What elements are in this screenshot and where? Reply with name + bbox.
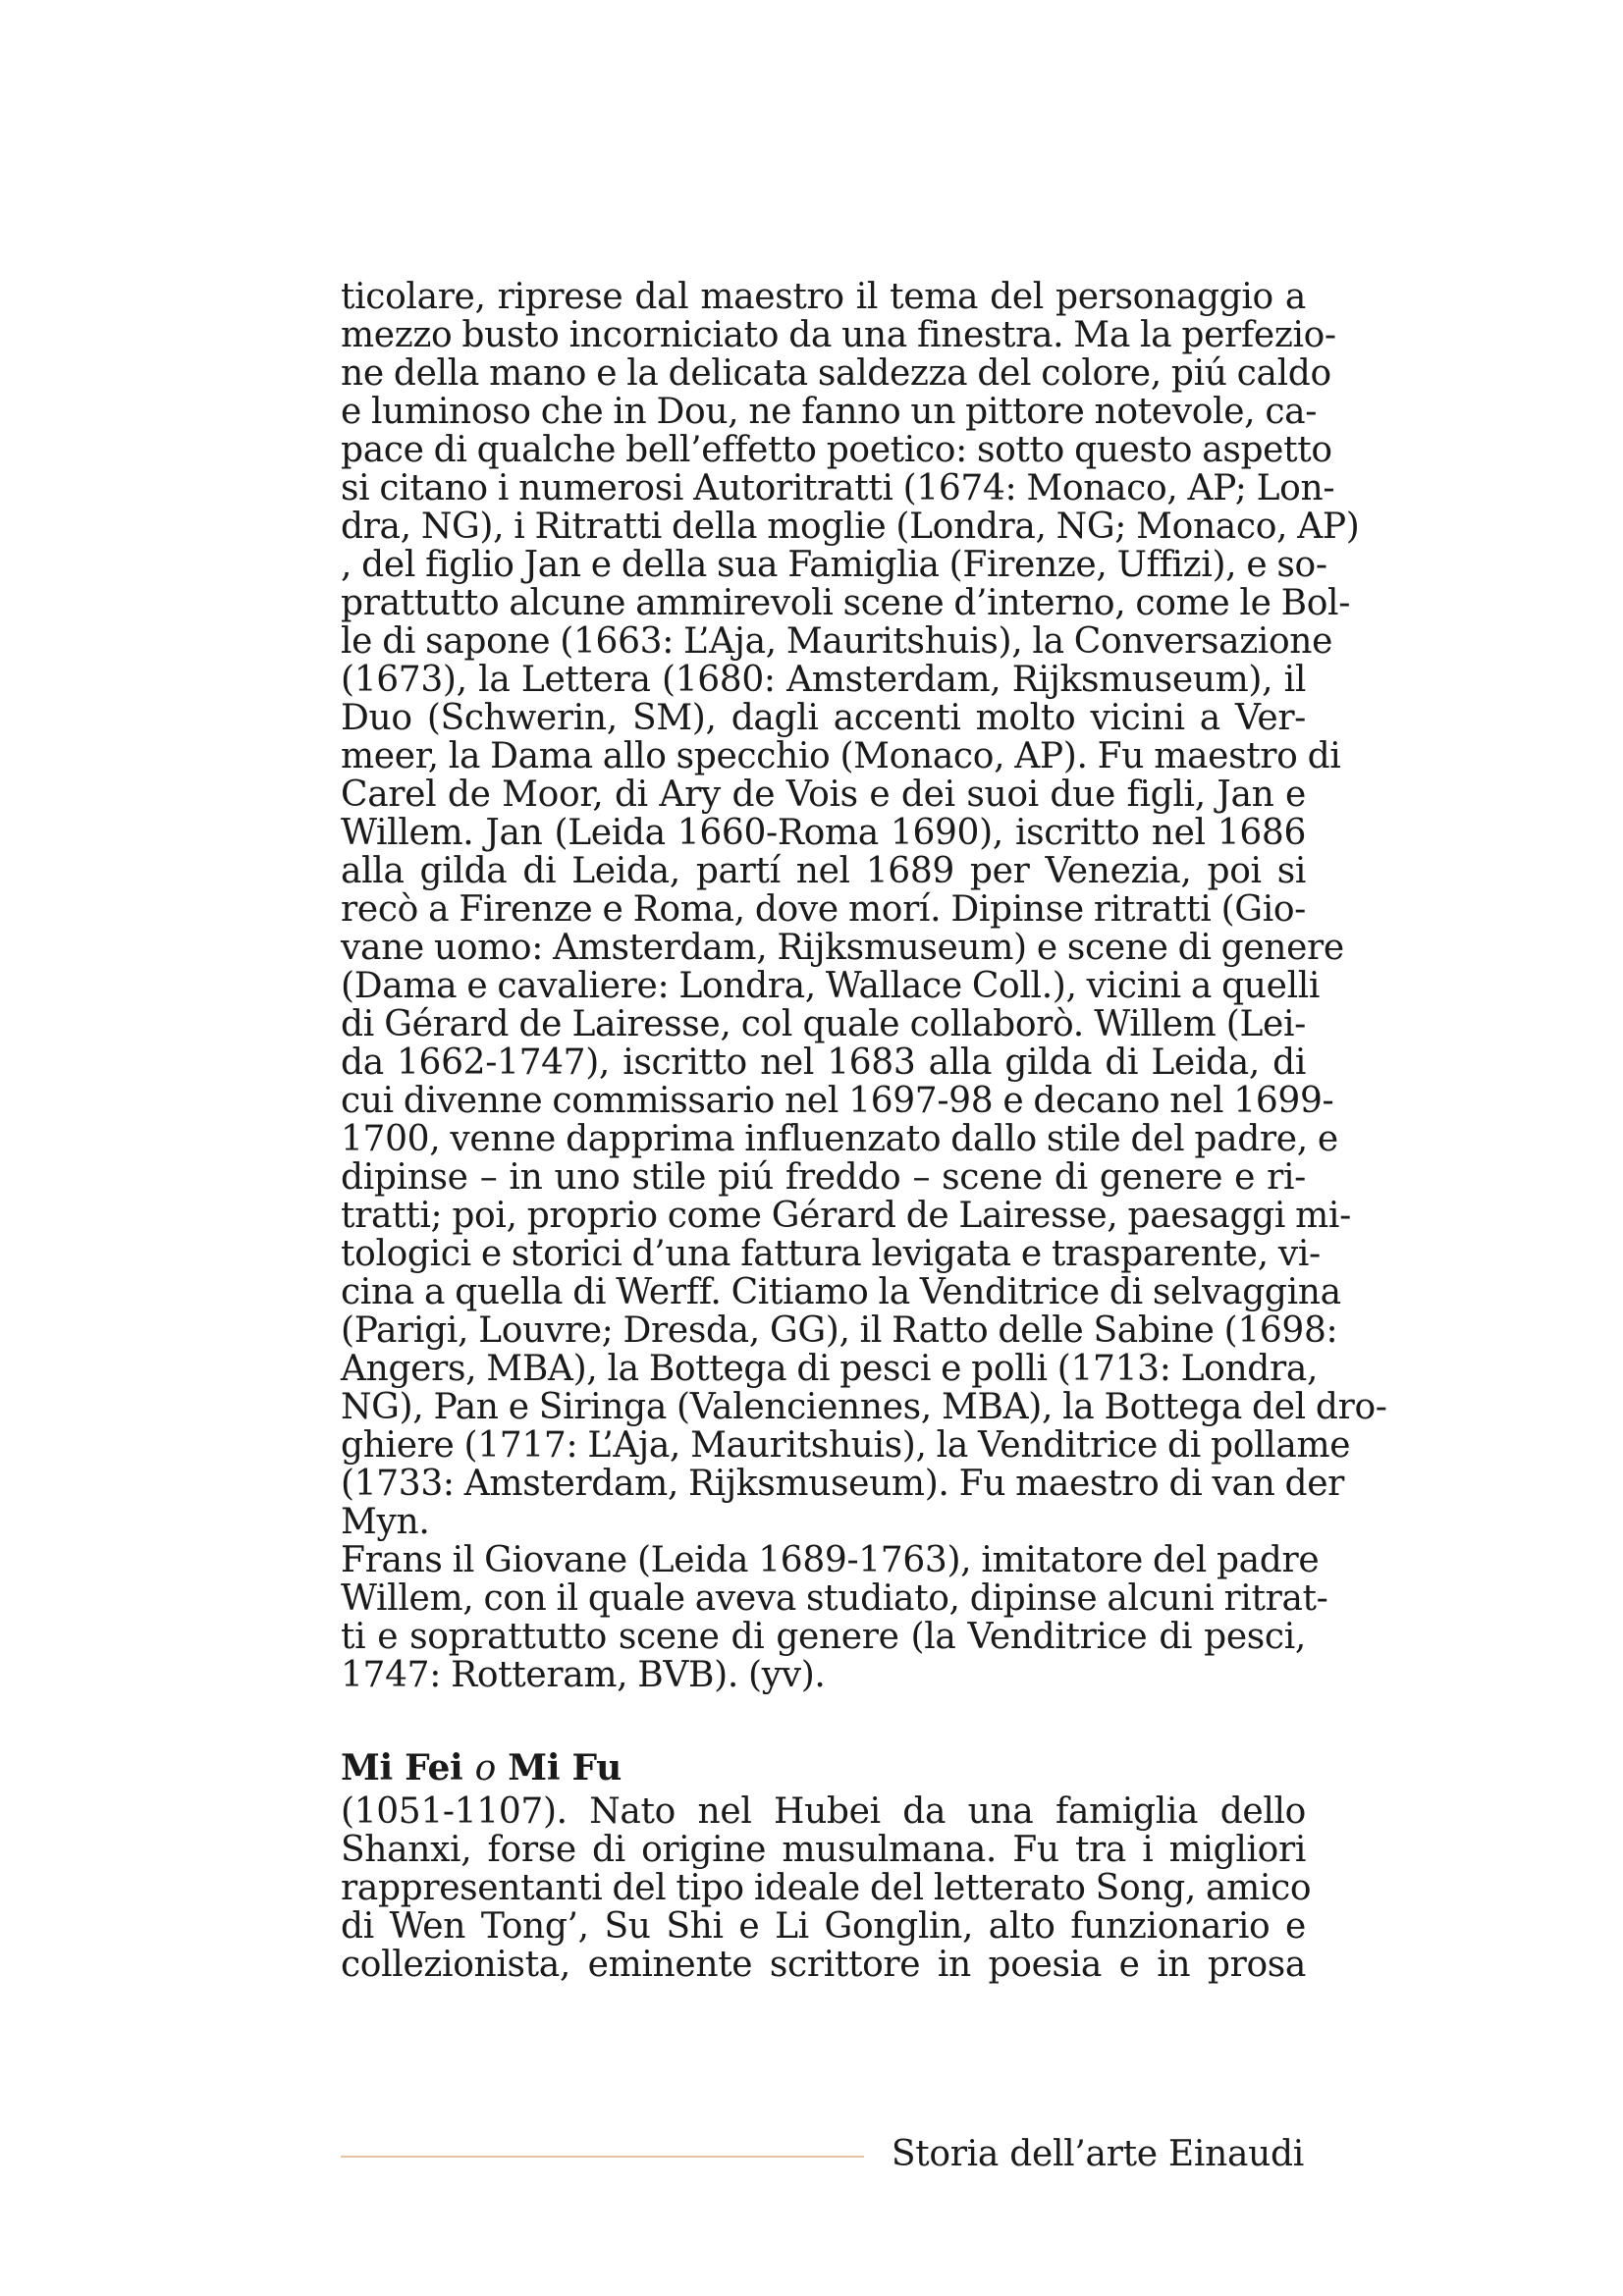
text-line: dipinse – in uno stile piú freddo – scene di genere e ri- xyxy=(341,1157,1306,1198)
text-line: si citano i numerosi Autoritratti (1674: Monaco, AP; Lon- xyxy=(341,468,1335,508)
page-body xyxy=(341,277,1387,1985)
article-continuation xyxy=(341,277,1387,1695)
text-line: collezionista, eminente scrittore in poesia e in prosa xyxy=(341,1945,1306,1985)
text-line: cui divenne commissario nel 1697-98 e decano nel 1699- xyxy=(341,1081,1334,1121)
text-line: le di sapone (1663: L’Aja, Mauritshuis), la Conversazione xyxy=(341,621,1333,662)
text-line: dra, NG), i Ritratti della moglie (Londra, NG; Monaco, AP) xyxy=(341,507,1360,547)
text-line: mezzo busto incorniciato da una finestra. Ma la perfezio- xyxy=(341,315,1336,355)
text-line: e luminoso che in Dou, ne fanno un pittore notevole, ca- xyxy=(341,392,1318,432)
text-line: ti e soprattutto scene di genere (la Venditrice di pesci, xyxy=(341,1617,1306,1657)
text-line: meer, la Dama allo specchio (Monaco, AP). Fu maestro di xyxy=(341,736,1341,776)
text-line: , del figlio Jan e della sua Famiglia (Firenze, Uffizi), e so- xyxy=(341,545,1327,585)
text-line: ne della mano e la delicata saldezza del colore, piú caldo xyxy=(341,353,1331,394)
text-line: (Parigi, Louvre; Dresda, GG), il Ratto delle Sabine (1698: xyxy=(341,1310,1338,1351)
text-line: NG), Pan e Siringa (Valenciennes, MBA), la Bottega del dro- xyxy=(341,1387,1387,1427)
entry-body xyxy=(341,1791,1312,1985)
footer-rule xyxy=(341,2156,864,2158)
text-line: cina a quella di Werff. Citiamo la Venditrice di selvaggina xyxy=(341,1272,1341,1312)
text-line: (1733: Amsterdam, Rijksmuseum). Fu maestro di van der xyxy=(341,1464,1345,1504)
text-line: Angers, MBA), la Bottega di pesci e polli (1713: Londra, xyxy=(341,1349,1319,1389)
text-line: recò a Firenze e Roma, dove morí. Dipinse ritratti (Gio- xyxy=(341,889,1306,930)
text-line: (1673), la Lettera (1680: Amsterdam, Rijksmuseum), il xyxy=(341,660,1306,700)
text-line: ticolare, riprese dal maestro il tema del personaggio a xyxy=(341,277,1306,317)
text-line: di Gérard de Lairesse, col quale collaborò. Willem (Lei- xyxy=(341,1004,1306,1044)
text-line: alla gilda di Leida, partí nel 1689 per Venezia, poi si xyxy=(341,851,1306,891)
text-line: ghiere (1717: L’Aja, Mauritshuis), la Venditrice di pollame xyxy=(341,1425,1351,1466)
entry-heading-name: Mi Fei xyxy=(341,1747,463,1789)
entry-heading-alt-name: Mi Fu xyxy=(508,1747,622,1789)
text-line: Willem. Jan (Leida 1660-Roma 1690), iscritto nel 1686 xyxy=(341,813,1306,853)
entry-heading xyxy=(341,1745,1306,1790)
text-line: vane uomo: Amsterdam, Rijksmuseum) e scene di genere xyxy=(341,928,1344,968)
text-line: (Dama e cavaliere: Londra, Wallace Coll.), vicini a quelli xyxy=(341,966,1321,1006)
footer-title: Storia dell’arte Einaudi xyxy=(891,2134,1304,2174)
text-line: Shanxi, forse di origine musulmana. Fu tra i migliori xyxy=(341,1830,1306,1870)
text-line: prattutto alcune ammirevoli scene d’interno, come le Bol- xyxy=(341,583,1351,623)
text-line: Carel de Moor, di Ary de Vois e dei suoi due figli, Jan e xyxy=(341,774,1306,815)
text-line: 1747: Rotteram, BVB). (yv). xyxy=(341,1655,826,1695)
text-line: (1051-1107). Nato nel Hubei da una famiglia dello xyxy=(341,1791,1306,1832)
text-line: pace di qualche bell’effetto poetico: sotto questo aspetto xyxy=(341,430,1332,470)
text-line: Duo (Schwerin, SM), dagli accenti molto vicini a Ver- xyxy=(341,698,1306,738)
text-line: 1700, venne dapprima influenzato dallo stile del padre, e xyxy=(341,1119,1338,1159)
text-line: Willem, con il quale aveva studiato, dipinse alcuni ritrat- xyxy=(341,1578,1328,1619)
text-line: Myn. xyxy=(341,1502,430,1542)
text-line: da 1662-1747), iscritto nel 1683 alla gilda di Leida, di xyxy=(341,1042,1306,1083)
text-line: tologici e storici d’una fattura levigata e trasparente, vi- xyxy=(341,1234,1321,1274)
text-line: di Wen Tong’, Su Shi e Li Gonglin, alto funzionario e xyxy=(341,1906,1306,1947)
text-line: tratti; poi, proprio come Gérard de Lairesse, paesaggi mi- xyxy=(341,1196,1351,1236)
text-line: Frans il Giovane (Leida 1689-1763), imitatore del padre xyxy=(341,1540,1320,1580)
text-line: rappresentanti del tipo ideale del letterato Song, amico xyxy=(341,1868,1312,1908)
entry-heading-conjunction: o xyxy=(474,1748,497,1789)
